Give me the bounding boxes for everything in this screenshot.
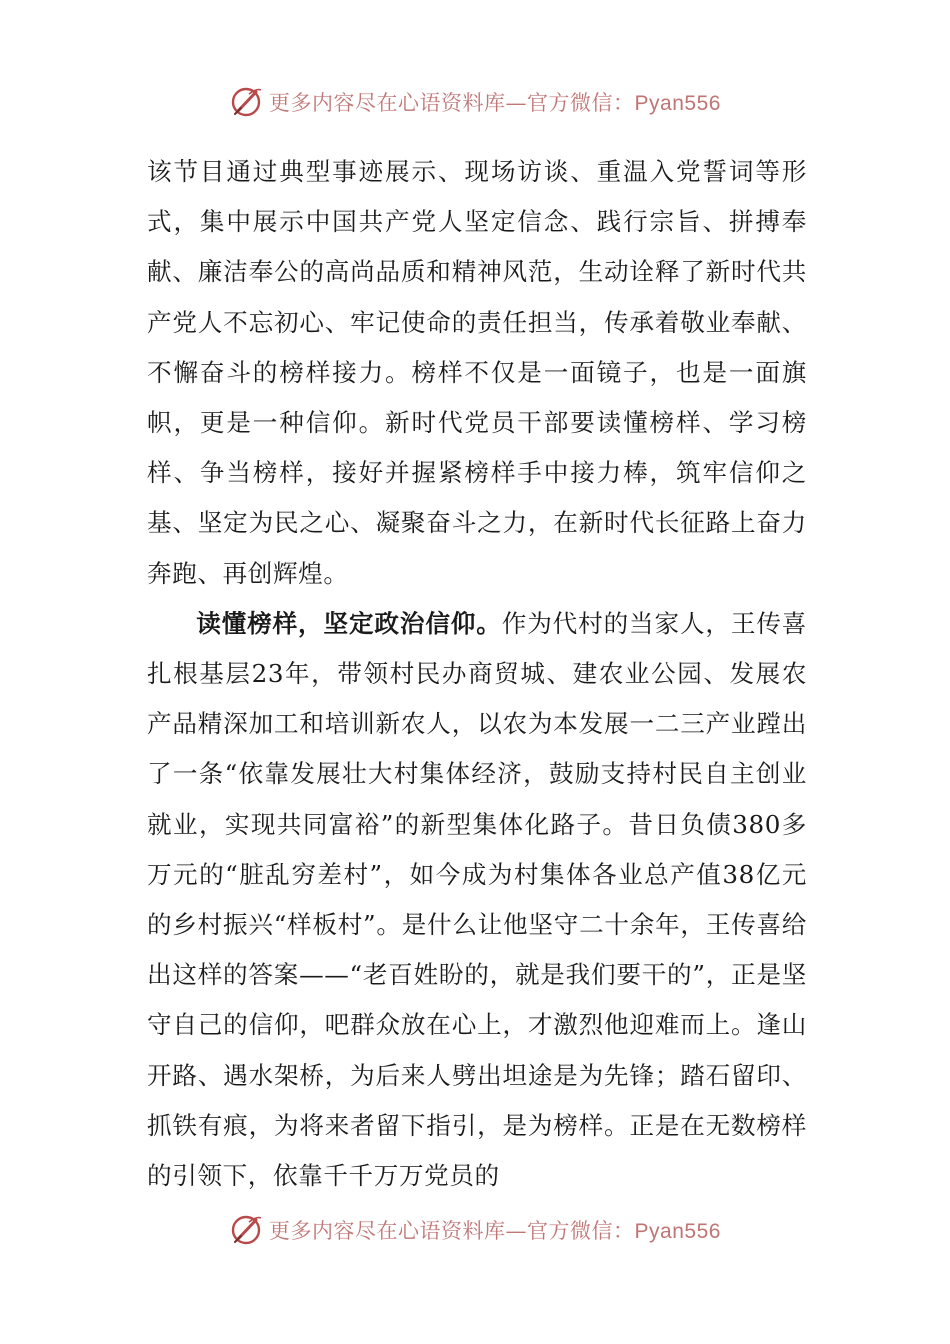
pen-logo-icon <box>229 1212 265 1248</box>
footer-watermark <box>0 1208 950 1252</box>
watermark-text <box>269 87 721 117</box>
watermark-label: 更多内容尽在心语资料库—官方微信： <box>269 1219 635 1243</box>
paragraph-2-text: 作为代村的当家人，王传喜扎根基层23年，带领村民办商贸城、建农业公园、发展农产品精深加工和培训新农人，以农为本发展一二三产业蹚出了一条“依靠发展壮大村集体经济，鼓励支持村民自主创业就业，实现共同富裕”的新型集体化路子。昔日负债380多万元的“脏乱穷差村”，如今成为村集体各业总产值38亿元的乡村振兴“样板村”。是什么让他坚守二十余年，王传喜给出这样的答案——“老百姓盼的，就是我们要干的”，正是坚守自己的信仰，吧群众放在心上，才激烈他迎难而上。逢山开路、遇水架桥，为后来人劈出坦途是为先锋；踏石留印、抓铁有痕，为将来者留下指引，是为榜样。正是在无数榜样的引领下，依靠千千万万党员的 <box>147 608 808 1191</box>
watermark-text <box>269 1215 721 1245</box>
document-body <box>147 147 807 1201</box>
paragraph-1-text: 该节目通过典型事迹展示、现场访谈、重温入党誓词等形式，集中展示中国共产党人坚定信念、践行宗旨、拼搏奉献、廉洁奉公的高尚品质和精神风范，生动诠释了新时代共产党人不忘初心、牢记使命的责任担当，传承着敬业奉献、不懈奋斗的榜样接力。榜样不仅是一面镜子，也是一面旗帜，更是一种信仰。新时代党员干部要读懂榜样、学习榜样、争当榜样，接好并握紧榜样手中接力棒，筑牢信仰之基、坚定为民之心、凝聚奋斗之力，在新时代长征路上奋力奔跑、再创辉煌。 <box>147 157 807 588</box>
header-watermark <box>0 80 950 124</box>
watermark-label: 更多内容尽在心语资料库—官方微信： <box>269 91 635 115</box>
paragraph-1 <box>147 147 807 599</box>
paragraph-2-lead: 读懂榜样，坚定政治信仰。 <box>196 608 502 638</box>
watermark-wechat-id: Pyan556 <box>634 1220 721 1243</box>
pen-logo-icon <box>229 84 265 120</box>
paragraph-2 <box>147 599 807 1201</box>
watermark-wechat-id: Pyan556 <box>634 92 721 115</box>
